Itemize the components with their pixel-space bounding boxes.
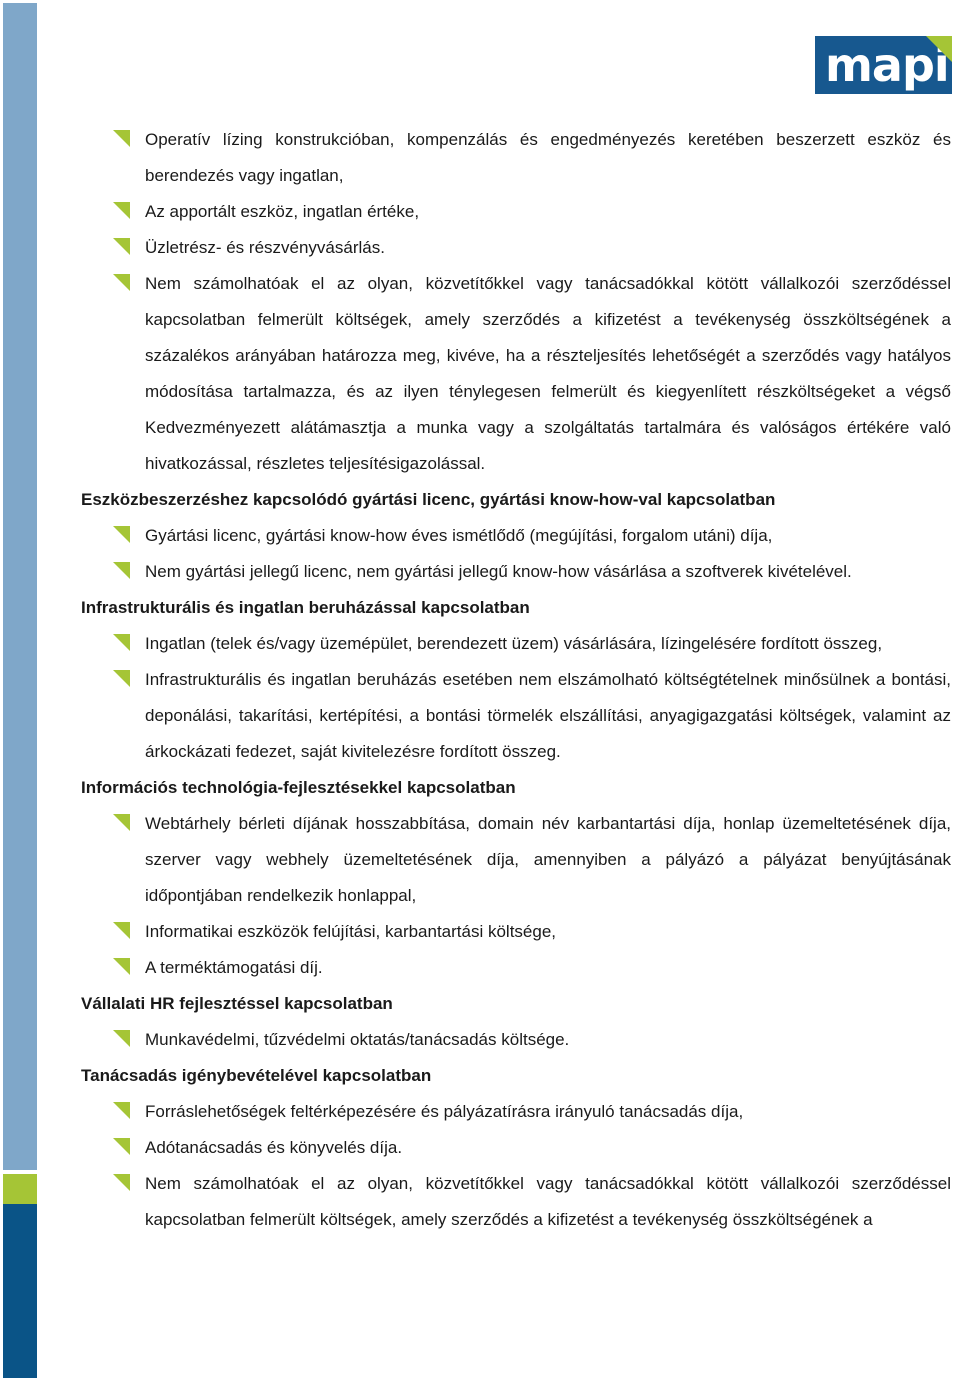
bullet-item-text: Adótanácsadás és könyvelés díja. [145,1138,403,1157]
logo-text: mapi [825,38,949,92]
bullet-item [0,806,951,914]
bullet-item-text: Informatikai eszközök felújítási, karbantartási költsége, [145,922,557,941]
bullet-item-text: Nem számolhatóak el az olyan, közvetítőkkel vagy tanácsadókkal kötött vállalkozói szerződéssel kapcsolatban felmerült költségek, amely szerződés a kifizetést a tevékenység összköltségének a [145,1174,951,1229]
green-triangle-bullet-icon [113,130,130,147]
green-triangle-bullet-icon [113,634,130,651]
bullet-item-text: Az apportált eszköz, ingatlan értéke, [145,202,420,221]
bullet-item [0,1094,951,1130]
document-body [0,122,960,1238]
bullet-item [0,266,951,482]
section-heading: Infrastrukturális és ingatlan beruházással kapcsolatban [81,598,530,617]
green-triangle-bullet-icon [113,1030,130,1047]
mapi-logo [815,36,952,94]
green-triangle-bullet-icon [113,1138,130,1155]
green-triangle-bullet-icon [113,1174,130,1191]
section-heading: Eszközbeszerzéshez kapcsolódó gyártási licenc, gyártási know-how-val kapcsolatban [81,490,776,509]
green-triangle-bullet-icon [113,922,130,939]
bullet-item-text: Gyártási licenc, gyártási know-how éves ismétlődő (megújítási, forgalom utáni) díja, [145,526,773,545]
bullet-item-text: Nem gyártási jellegű licenc, nem gyártási jellegű know-how vásárlása a szoftverek kivételével. [145,562,852,581]
bullet-item [0,122,951,194]
section-heading: Információs technológia-fejlesztésekkel kapcsolatban [81,778,516,797]
bullet-item [0,1022,951,1058]
section-heading: Tanácsadás igénybevételével kapcsolatban [81,1066,432,1085]
bullet-item-text: Forráslehetőségek feltérképezésére és pályázatírásra irányuló tanácsadás díja, [145,1102,744,1121]
green-triangle-bullet-icon [113,526,130,543]
bullet-item [0,1130,951,1166]
bullet-item-text: Infrastrukturális és ingatlan beruházás esetében nem elszámolható költségtételnek minősülnek a bontási, deponálási, takarítási, kertépítési, a bontási törmelék elszállítási, anyagigazgatási költségek, valamint az árkockázati fedezet, saját kivitelezésre fordított összeg. [145,670,951,761]
green-triangle-bullet-icon [113,814,130,831]
logo-corner-triangle-icon [926,36,952,62]
bullet-item [0,554,951,590]
bullet-item-text: Webtárhely bérleti díjának hosszabbítása, domain név karbantartási díja, honlap üzemeltetésének díja, szerver vagy webhely üzemeltetésének díja, amennyiben a pályázó a pályázat benyújtásának időpontjában rendelkezik honlappal, [145,814,951,905]
bullet-item-text: A terméktámogatási díj. [145,958,323,977]
bullet-item-text: Operatív lízing konstrukcióban, kompenzálás és engedményezés keretében beszerzett eszköz és berendezés vagy ingatlan, [145,130,951,185]
bullet-item [0,662,951,770]
bullet-item [0,1166,951,1238]
bullet-item [0,914,951,950]
bullet-item-text: Ingatlan (telek és/vagy üzemépület, berendezett üzem) vásárlására, lízingelésére fordított összeg, [145,634,883,653]
bullet-item-text: Munkavédelmi, tűzvédelmi oktatás/tanácsadás költsége. [145,1030,570,1049]
bullet-item [0,950,951,986]
green-triangle-bullet-icon [113,562,130,579]
bullet-item-text: Üzletrész- és részvényvásárlás. [145,238,385,257]
green-triangle-bullet-icon [113,274,130,291]
bullet-item [0,626,951,662]
green-triangle-bullet-icon [113,202,130,219]
green-triangle-bullet-icon [113,958,130,975]
bullet-item [0,194,951,230]
bullet-item [0,230,951,266]
green-triangle-bullet-icon [113,670,130,687]
bullet-item [0,518,951,554]
green-triangle-bullet-icon [113,1102,130,1119]
bullet-item-text: Nem számolhatóak el az olyan, közvetítőkkel vagy tanácsadókkal kötött vállalkozói szerződéssel kapcsolatban felmerült költségek, amely szerződés a kifizetést a tevékenység összköltségének a százalékos arányában határozza meg, kivéve, ha a részteljesítés lehetőségét a szerződés vagy hatályos módosítása tartalmazza, és az ilyen ténylegesen felmerült és kiegyenlített részköltségeket a végső Kedvezményezett alátámasztja a munka vagy a szolgáltatás tartalmára és valóságos értékére való hivatkozással, részletes teljesítésigazolással. [145,274,951,473]
green-triangle-bullet-icon [113,238,130,255]
section-heading: Vállalati HR fejlesztéssel kapcsolatban [81,994,393,1013]
